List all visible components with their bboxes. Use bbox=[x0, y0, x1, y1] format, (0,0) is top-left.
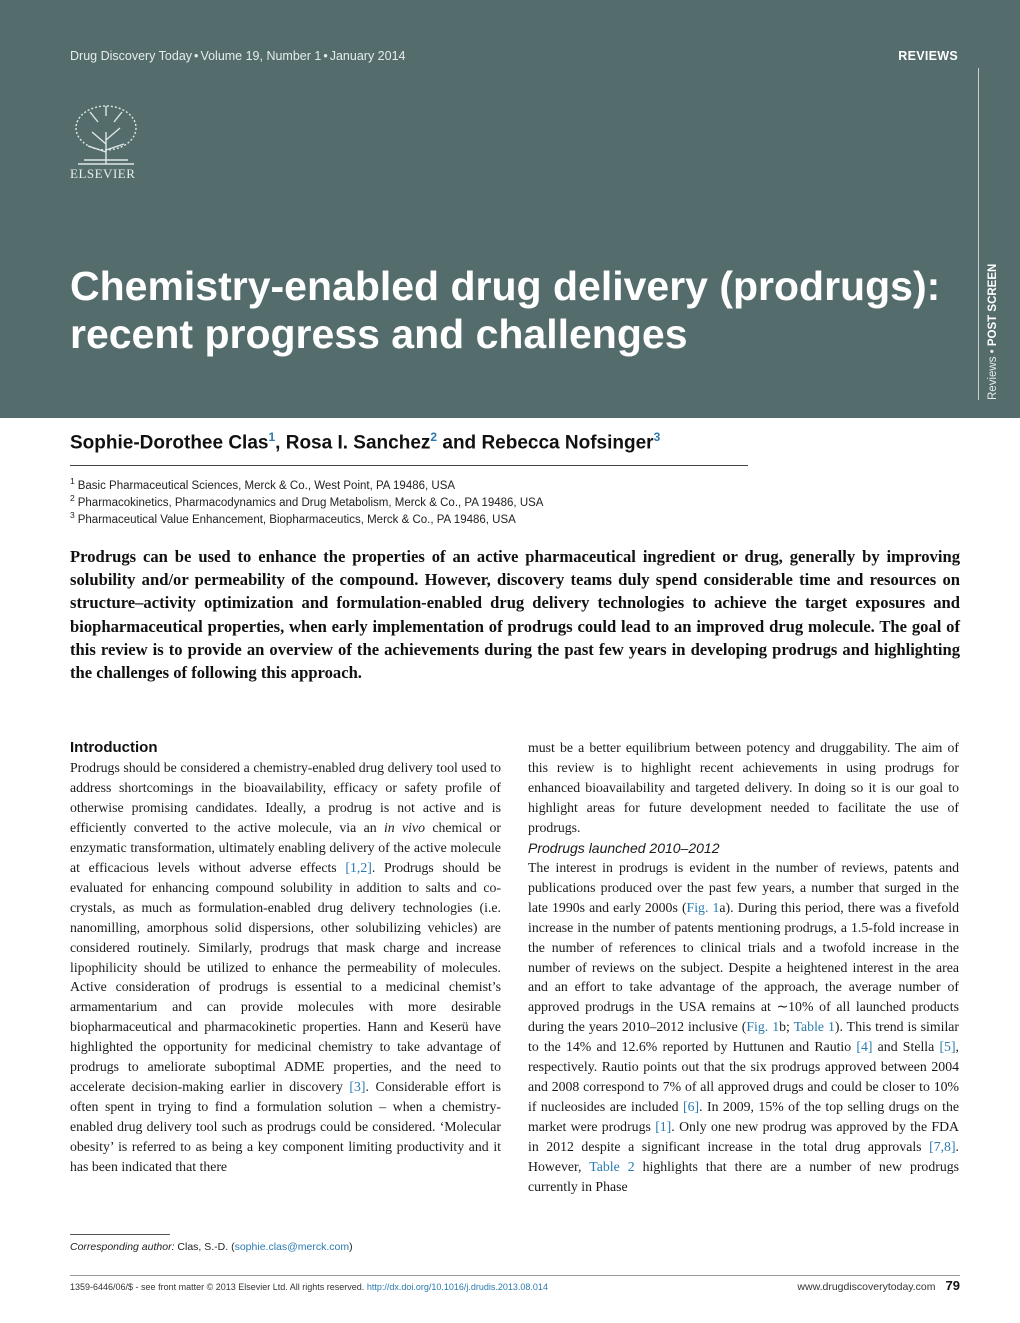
author-email-link[interactable]: sophie.clas@merck.com bbox=[234, 1241, 350, 1253]
side-label-reviews: Reviews bbox=[987, 356, 999, 400]
citation-link[interactable]: [3] bbox=[349, 1079, 366, 1095]
corresponding-author-note: Corresponding author: Clas, S.-D. (sophie.clas@merck.com) bbox=[70, 1241, 353, 1253]
affiliation: $^1$ Basic Pharmaceutical Sciences, Merck & Co., West Point, PA 19486, USA bbox=[70, 476, 456, 492]
footer-website bbox=[797, 1278, 960, 1293]
author-name: Sophie-Dorothee Clas bbox=[70, 432, 269, 454]
table-link[interactable]: Table 2 bbox=[589, 1159, 635, 1175]
abstract: Prodrugs can be used to enhance the properties of an active pharmaceutical ingredient or drug, generally by improving solubility and/or permeability of the compound. However, discovery teams duly spend considerable time and resources on structure–activity optimization and formulation-enabled drug delivery technologies to achieve the target exposures and biopharmaceutical properties, when early implementation of prodrugs could lead to an improved drug molecule. The goal of this review is to provide an overview of the achievements during the past few years in developing prodrugs and highlighting the challenges of following this approach. bbox=[70, 547, 960, 683]
table-link[interactable]: Table 1 bbox=[793, 1019, 835, 1035]
page-number: 79 bbox=[945, 1278, 960, 1293]
journal-citation: Drug Discovery Today • Volume 19, Number 1 • January 2014 bbox=[70, 49, 406, 63]
author-list: Sophie-Dorothee Clas$^1$, Rosa I. Sanchez$^2$ and Rebecca Nofsinger$^3$ bbox=[70, 430, 661, 454]
author-name: Rebecca Nofsinger bbox=[481, 432, 654, 454]
article-title: Chemistry-enabled drug delivery (prodrugs): recent progress and challenges bbox=[70, 263, 941, 357]
author-affiliation-mark[interactable]: 2 bbox=[430, 430, 438, 444]
side-label-post-screen: POST SCREEN bbox=[987, 263, 999, 347]
authors-divider bbox=[70, 465, 748, 466]
affiliation: $^3$ Pharmaceutical Value Enhancement, Biopharmaceutics, Merck & Co., PA 19486, USA bbox=[70, 510, 516, 526]
author-affiliation-mark[interactable]: 1 bbox=[268, 430, 276, 444]
publisher-logo-text: ELSEVIER bbox=[70, 166, 136, 181]
citation-link[interactable]: [5] bbox=[939, 1039, 956, 1055]
banner-divider bbox=[978, 68, 979, 400]
side-section-label: Reviews • POST SCREEN bbox=[987, 263, 999, 400]
journal-name: Drug Discovery Today bbox=[70, 49, 193, 63]
citation-link[interactable]: [1,2] bbox=[345, 859, 372, 875]
header-banner bbox=[0, 0, 1020, 418]
author-affiliation-mark[interactable]: 3 bbox=[653, 430, 661, 444]
footnote-divider bbox=[70, 1234, 170, 1235]
citation-link[interactable]: [7,8] bbox=[929, 1139, 956, 1155]
figure-link[interactable]: Fig. 1 bbox=[686, 899, 720, 915]
body-column-right bbox=[528, 738, 959, 1197]
journal-website-link[interactable]: www.drugdiscoverytoday.com bbox=[797, 1281, 936, 1293]
body-column-left bbox=[70, 758, 501, 1177]
citation-link[interactable]: [6] bbox=[682, 1099, 700, 1115]
footer-divider bbox=[70, 1275, 960, 1276]
author-name: Rosa I. Sanchez bbox=[285, 432, 431, 454]
journal-volume: Volume 19, Number 1 bbox=[200, 49, 322, 63]
citation-link[interactable]: [1] bbox=[655, 1119, 672, 1135]
body-paragraph: Prodrugs should be considered a chemistry-enabled drug delivery tool used to address shortcomings in the bioavailability, efficacy or safety profile of otherwise promising candidates. Ideally, a prodrug is not active and is efficiently converted to the active molecule, via an in vivo chemical or enzymatic transformation, ultimately enabling delivery of the active molecule at efficacious levels without adverse effects [1,2]. Prodrugs should be evaluated for enhancing compound solubility in addition to salts and co-crystals, as much as formulation-enabled drug delivery technologies (i.e. nanomilling, amorphous solid dispersions, other solubilizing vehicles) are considered routinely. Similarly, prodrugs that mask charge and increase lipophilicity should be utilized to enhance the permeability of molecules. Active consideration of prodrugs is essential to a medicinal chemist’s armamentarium and can provide molecules with more desirable biopharmaceutical and pharmacokinetic properties. Hann and Keserü have highlighted the opportunity for medicinal chemistry to take advantage of prodrugs to ameliorate suboptimal ADME properties, and the need to accelerate decision-making earlier in discovery [3]. Considerable effort is often spent in trying to find a formulation solution – when a chemistry-enabled drug delivery tool such as prodrugs could be considered. ‘Molecular obesity’ is referred to as being a key component limiting productivity and it has been indicated that there bbox=[70, 760, 501, 1175]
journal-date: January 2014 bbox=[329, 49, 406, 63]
subsection-heading: Prodrugs launched 2010–2012 bbox=[528, 839, 720, 856]
body-paragraph: The interest in prodrugs is evident in the number of reviews, patents and publications produced over the past few years, a number that surged in the late 1990s and early 2000s (Fig. 1a). During this period, there was a fivefold increase in the number of patents mentioning prodrugs, a 1.5-fold increase in the number of references to clinical trials and a twofold increase in the number of reviews on the subject. Despite a heightened interest in the area and an effort to take advantage of the approach, the average number of approved prodrugs in the USA remains at ∼10% of all launched products during the years 2010–2012 inclusive (Fig. 1b; Table 1). This trend is similar to the 14% and 12.6% reported by Huttunen and Rautio [4] and Stella [5], respectively. Rautio points out that the six prodrugs approved between 2004 and 2008 correspond to 7% of all approved drugs and could be closer to 10% if nucleosides are included [6]. In 2009, 15% of the top selling drugs on the market were prodrugs [1]. Only one new prodrug was approved by the FDA in 2012 despite a significant increase in the total drug approvals [7,8]. However, Table 2 highlights that there are a number of new prodrugs currently in Phase bbox=[528, 859, 960, 1195]
footer-copyright: 1359-6446/06/$ - see front matter © 2013 Elsevier Ltd. All rights reserved. http://dx.doi.org/10.1016/j.drudis.2013.08.014 bbox=[70, 1282, 548, 1292]
citation-link[interactable]: [4] bbox=[856, 1039, 873, 1055]
affiliation: $^2$ Pharmacokinetics, Pharmacodynamics and Drug Metabolism, Merck & Co., PA 19486, USA bbox=[70, 493, 544, 509]
figure-link[interactable]: Fig. 1 bbox=[746, 1019, 780, 1035]
section-heading-introduction: Introduction bbox=[70, 739, 158, 756]
section-tag: REVIEWS bbox=[898, 49, 958, 63]
body-paragraph: must be a better equilibrium between potency and druggability. The aim of this review is to highlight recent achievements in using prodrugs for enhanced bioavailability and targeted delivery. In doing so it is our goal to highlight areas for future development needed to facilitate the use of prodrugs. bbox=[528, 740, 959, 835]
doi-link[interactable]: http://dx.doi.org/10.1016/j.drudis.2013.08.014 bbox=[366, 1282, 548, 1292]
